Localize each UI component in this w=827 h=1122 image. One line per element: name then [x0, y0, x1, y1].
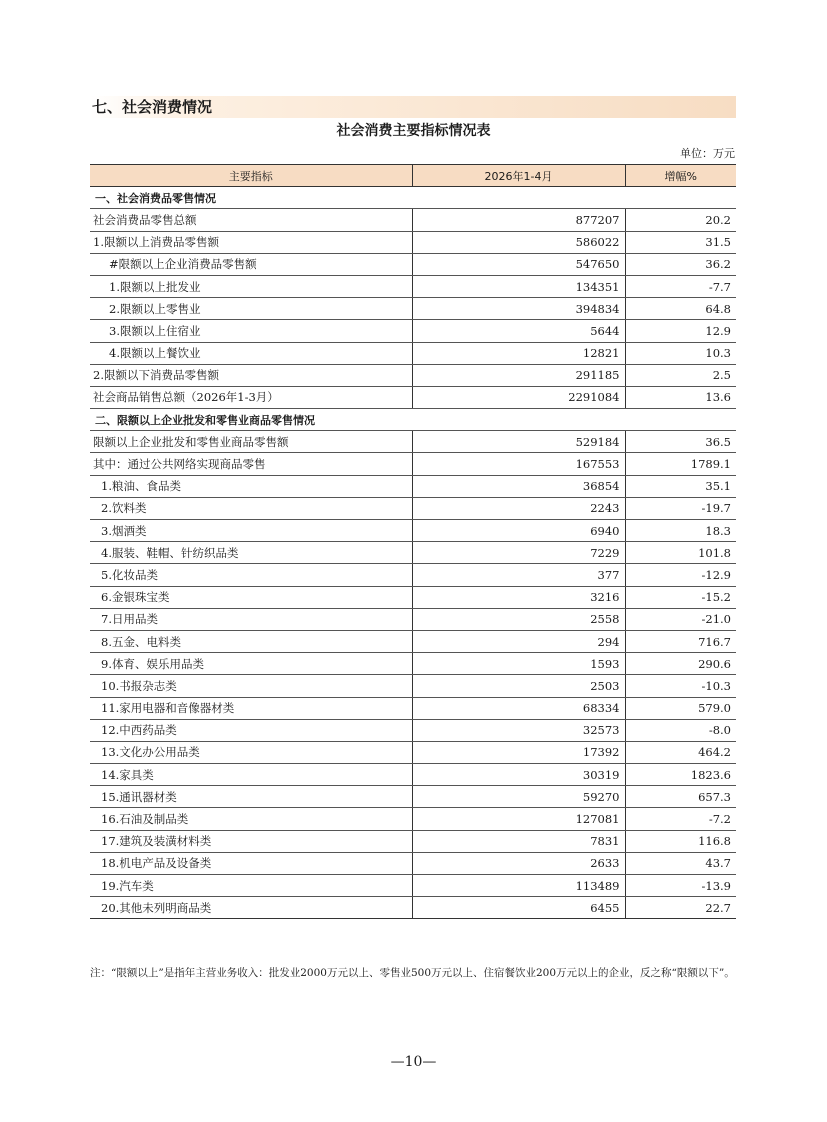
indicator-name-cell: 4.服装、鞋帽、针纺织品类 — [90, 542, 412, 564]
table-row — [90, 808, 736, 830]
value-cell: 2503 — [412, 675, 625, 697]
growth-cell: 12.9 — [625, 320, 736, 342]
growth-cell: 36.5 — [625, 431, 736, 453]
indicator-name-cell: 1.限额以上批发业 — [90, 275, 412, 297]
indicator-name-cell: 17.建筑及装潢材料类 — [90, 830, 412, 852]
growth-cell: 43.7 — [625, 852, 736, 874]
indicator-name-cell: 10.书报杂志类 — [90, 675, 412, 697]
indicator-name-cell: 20.其他未列明商品类 — [90, 897, 412, 919]
growth-cell: 2.5 — [625, 364, 736, 386]
table-row — [90, 897, 736, 919]
table-row — [90, 786, 736, 808]
value-cell: 17392 — [412, 741, 625, 763]
growth-cell: -8.0 — [625, 719, 736, 741]
indicator-name-cell: 其中：通过公共网络实现商品零售 — [90, 453, 412, 475]
table-row — [90, 275, 736, 297]
growth-cell: 18.3 — [625, 520, 736, 542]
page-number: —10— — [390, 1054, 437, 1070]
value-cell: 134351 — [412, 275, 625, 297]
value-cell: 3216 — [412, 586, 625, 608]
value-cell: 394834 — [412, 298, 625, 320]
growth-cell: 464.2 — [625, 741, 736, 763]
growth-cell: 13.6 — [625, 386, 736, 408]
indicator-table — [90, 164, 736, 919]
growth-cell: -10.3 — [625, 675, 736, 697]
table-row — [90, 630, 736, 652]
value-cell: 294 — [412, 630, 625, 652]
section-title: 七、社会消费情况 — [92, 98, 213, 116]
growth-cell: -12.9 — [625, 564, 736, 586]
table-row — [90, 586, 736, 608]
table-row — [90, 697, 736, 719]
indicator-name-cell: 3.烟酒类 — [90, 520, 412, 542]
table-row — [90, 564, 736, 586]
indicator-name-cell: 14.家具类 — [90, 764, 412, 786]
table-row — [90, 608, 736, 630]
table-row — [90, 298, 736, 320]
table-row — [90, 364, 736, 386]
growth-cell: -15.2 — [625, 586, 736, 608]
table-title: 社会消费主要指标情况表 — [336, 123, 491, 139]
indicator-name-cell: 3.限额以上住宿业 — [90, 320, 412, 342]
value-cell: 68334 — [412, 697, 625, 719]
indicator-name-cell: 社会消费品零售总额 — [90, 209, 412, 231]
indicator-name-cell: 12.中西药品类 — [90, 719, 412, 741]
indicator-name-cell: 社会商品销售总额（2026年1-3月） — [90, 386, 412, 408]
table-row — [90, 520, 736, 542]
value-cell: 2558 — [412, 608, 625, 630]
growth-cell: 716.7 — [625, 630, 736, 652]
indicator-name-cell: 16.石油及制品类 — [90, 808, 412, 830]
indicator-name-cell: 1.粮油、食品类 — [90, 475, 412, 497]
table-row — [90, 653, 736, 675]
value-cell: 7831 — [412, 830, 625, 852]
indicator-name-cell: 11.家用电器和音像器材类 — [90, 697, 412, 719]
table-row — [90, 741, 736, 763]
growth-cell: -7.2 — [625, 808, 736, 830]
indicator-name-cell: 9.体育、娱乐用品类 — [90, 653, 412, 675]
growth-cell: 35.1 — [625, 475, 736, 497]
table-row — [90, 431, 736, 453]
value-cell: 6455 — [412, 897, 625, 919]
column-header-period: 2026年1-4月 — [412, 165, 625, 187]
growth-cell: 10.3 — [625, 342, 736, 364]
indicator-name-cell: 2.限额以上零售业 — [90, 298, 412, 320]
indicator-name-cell: 13.文化办公用品类 — [90, 741, 412, 763]
value-cell: 547650 — [412, 253, 625, 275]
indicator-name-cell: 4.限额以上餐饮业 — [90, 342, 412, 364]
value-cell: 7229 — [412, 542, 625, 564]
value-cell: 529184 — [412, 431, 625, 453]
growth-cell: 657.3 — [625, 786, 736, 808]
indicator-name-cell: 15.通讯器材类 — [90, 786, 412, 808]
section-label: 二、限额以上企业批发和零售业商品零售情况 — [90, 409, 736, 431]
indicator-name-cell: 6.金银珠宝类 — [90, 586, 412, 608]
table-row — [90, 386, 736, 408]
value-cell: 291185 — [412, 364, 625, 386]
table-row — [90, 497, 736, 519]
growth-cell: 31.5 — [625, 231, 736, 253]
table-row — [90, 875, 736, 897]
table-row — [90, 764, 736, 786]
table-row — [90, 830, 736, 852]
growth-cell: 36.2 — [625, 253, 736, 275]
value-cell: 36854 — [412, 475, 625, 497]
table-section-row — [90, 187, 736, 209]
table-body — [90, 187, 736, 919]
growth-cell: -19.7 — [625, 497, 736, 519]
value-cell: 30319 — [412, 764, 625, 786]
growth-cell: 1789.1 — [625, 453, 736, 475]
growth-cell: 290.6 — [625, 653, 736, 675]
indicator-name-cell: 2.饮料类 — [90, 497, 412, 519]
value-cell: 59270 — [412, 786, 625, 808]
table-row — [90, 852, 736, 874]
indicator-name-cell: 1.限额以上消费品零售额 — [90, 231, 412, 253]
table-row — [90, 542, 736, 564]
value-cell: 877207 — [412, 209, 625, 231]
value-cell: 167553 — [412, 453, 625, 475]
table-row — [90, 675, 736, 697]
table-row — [90, 719, 736, 741]
growth-cell: 20.2 — [625, 209, 736, 231]
value-cell: 32573 — [412, 719, 625, 741]
footnote: 注：“限额以上”是指年主营业务收入：批发业2000万元以上、零售业500万元以上、住宿餐饮业200万元以上的企业，反之称“限额以下”。 — [90, 967, 735, 979]
unit-label: 单位：万元 — [680, 147, 735, 160]
value-cell: 377 — [412, 564, 625, 586]
indicator-name-cell: 限额以上企业批发和零售业商品零售额 — [90, 431, 412, 453]
indicator-name-cell: #限额以上企业消费品零售额 — [90, 253, 412, 275]
table-row — [90, 209, 736, 231]
indicator-name-cell: 8.五金、电料类 — [90, 630, 412, 652]
table-section-row — [90, 409, 736, 431]
value-cell: 1593 — [412, 653, 625, 675]
indicator-name-cell: 5.化妆品类 — [90, 564, 412, 586]
value-cell: 6940 — [412, 520, 625, 542]
column-header-indicator: 主要指标 — [90, 165, 412, 187]
value-cell: 127081 — [412, 808, 625, 830]
value-cell: 5644 — [412, 320, 625, 342]
table-row — [90, 342, 736, 364]
growth-cell: -13.9 — [625, 875, 736, 897]
value-cell: 12821 — [412, 342, 625, 364]
section-label: 一、社会消费品零售情况 — [90, 187, 736, 209]
value-cell: 113489 — [412, 875, 625, 897]
table-row — [90, 231, 736, 253]
growth-cell: 64.8 — [625, 298, 736, 320]
growth-cell: -7.7 — [625, 275, 736, 297]
indicator-name-cell: 19.汽车类 — [90, 875, 412, 897]
value-cell: 2633 — [412, 852, 625, 874]
table-row — [90, 475, 736, 497]
table-header-row — [90, 165, 736, 187]
indicator-name-cell: 2.限额以下消费品零售额 — [90, 364, 412, 386]
growth-cell: -21.0 — [625, 608, 736, 630]
growth-cell: 1823.6 — [625, 764, 736, 786]
value-cell: 2291084 — [412, 386, 625, 408]
indicator-name-cell: 7.日用品类 — [90, 608, 412, 630]
value-cell: 2243 — [412, 497, 625, 519]
growth-cell: 101.8 — [625, 542, 736, 564]
indicator-name-cell: 18.机电产品及设备类 — [90, 852, 412, 874]
value-cell: 586022 — [412, 231, 625, 253]
table-row — [90, 453, 736, 475]
growth-cell: 116.8 — [625, 830, 736, 852]
growth-cell: 22.7 — [625, 897, 736, 919]
column-header-growth: 增幅% — [625, 165, 736, 187]
table-row — [90, 253, 736, 275]
growth-cell: 579.0 — [625, 697, 736, 719]
table-row — [90, 320, 736, 342]
